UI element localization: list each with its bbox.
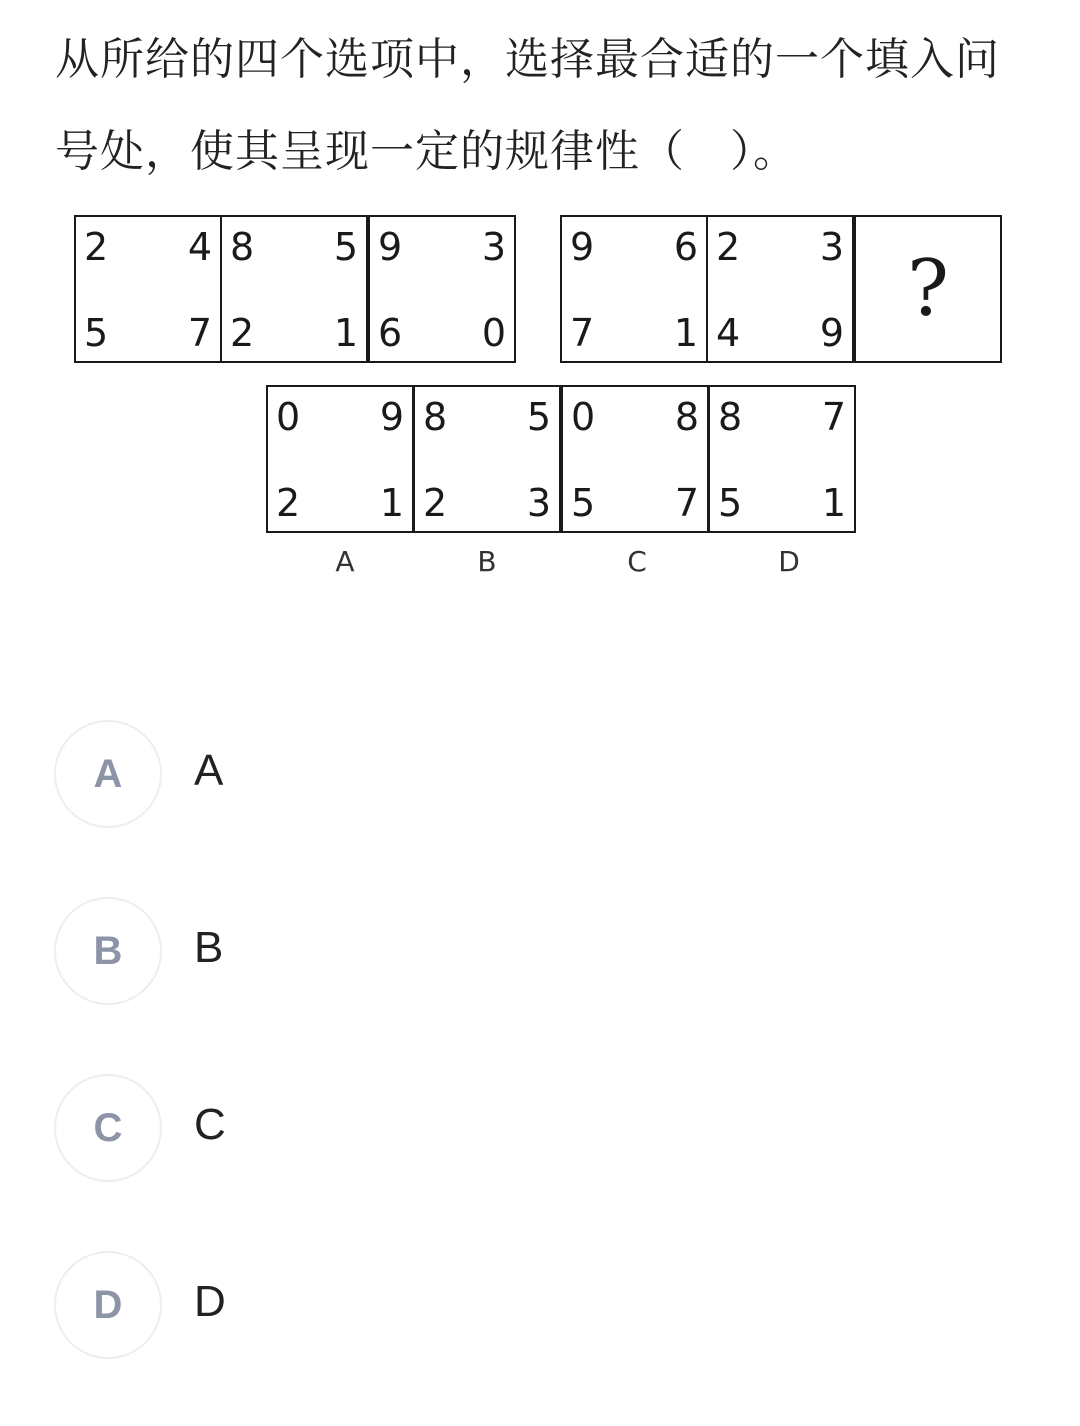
cell-number: 2 (230, 311, 255, 355)
choice-label: C (194, 1100, 226, 1149)
cell-number: 9 (819, 311, 844, 355)
cell-number: 1 (333, 311, 358, 355)
choice-c[interactable] (54, 1074, 954, 1186)
choice-label: A (194, 746, 224, 795)
option-cell-d (708, 385, 856, 533)
cell-number: 7 (821, 395, 846, 439)
choice-badge[interactable]: C (54, 1074, 162, 1182)
option-cell-b (413, 385, 561, 533)
choice-badge[interactable]: A (54, 720, 162, 828)
option-cell-a (266, 385, 414, 533)
choice-d[interactable] (54, 1251, 954, 1363)
cell-number: 8 (674, 395, 699, 439)
cell-number: 2 (84, 225, 109, 269)
option-label: B (477, 545, 497, 578)
cell-number: 1 (379, 481, 404, 525)
question-text: 从所给的四个选项中，选择最合适的一个填入问号处，使其呈现一定的规律性（ ）。 (55, 34, 1000, 177)
choice-label: D (194, 1277, 226, 1326)
question-mark-cell (854, 215, 1002, 363)
cell-number: 5 (84, 311, 109, 355)
puzzle-cell (220, 215, 368, 363)
option-label: A (335, 545, 355, 578)
option-cell-c (561, 385, 709, 533)
option-label: C (627, 545, 647, 578)
cell-number: 2 (716, 225, 741, 269)
puzzle-cell (560, 215, 708, 363)
cell-number: 0 (481, 311, 506, 355)
question-mark: ? (907, 244, 949, 334)
puzzle-cell (706, 215, 854, 363)
option-label: D (778, 545, 800, 578)
cell-number: 3 (819, 225, 844, 269)
cell-number: 5 (526, 395, 551, 439)
cell-number: 3 (481, 225, 506, 269)
cell-number: 3 (526, 481, 551, 525)
cell-number: 0 (276, 395, 301, 439)
choice-label: B (194, 923, 224, 972)
cell-number: 9 (379, 395, 404, 439)
cell-number: 5 (571, 481, 596, 525)
puzzle-cell (74, 215, 222, 363)
cell-number: 7 (674, 481, 699, 525)
puzzle-cell (368, 215, 516, 363)
cell-number: 4 (187, 225, 212, 269)
choice-a[interactable] (54, 720, 954, 832)
cell-number: 8 (423, 395, 448, 439)
cell-number: 6 (673, 225, 698, 269)
cell-number: 5 (718, 481, 743, 525)
choice-badge[interactable]: D (54, 1251, 162, 1359)
cell-number: 0 (571, 395, 596, 439)
choice-badge[interactable]: B (54, 897, 162, 1005)
cell-number: 1 (673, 311, 698, 355)
cell-number: 6 (378, 311, 403, 355)
cell-number: 7 (570, 311, 595, 355)
cell-number: 7 (187, 311, 212, 355)
cell-number: 5 (333, 225, 358, 269)
choice-b[interactable] (54, 897, 954, 1009)
cell-number: 9 (570, 225, 595, 269)
cell-number: 8 (230, 225, 255, 269)
cell-number: 2 (423, 481, 448, 525)
cell-number: 2 (276, 481, 301, 525)
cell-number: 4 (716, 311, 741, 355)
cell-number: 1 (821, 481, 846, 525)
cell-number: 8 (718, 395, 743, 439)
cell-number: 9 (378, 225, 403, 269)
puzzle-figure (0, 0, 1080, 600)
